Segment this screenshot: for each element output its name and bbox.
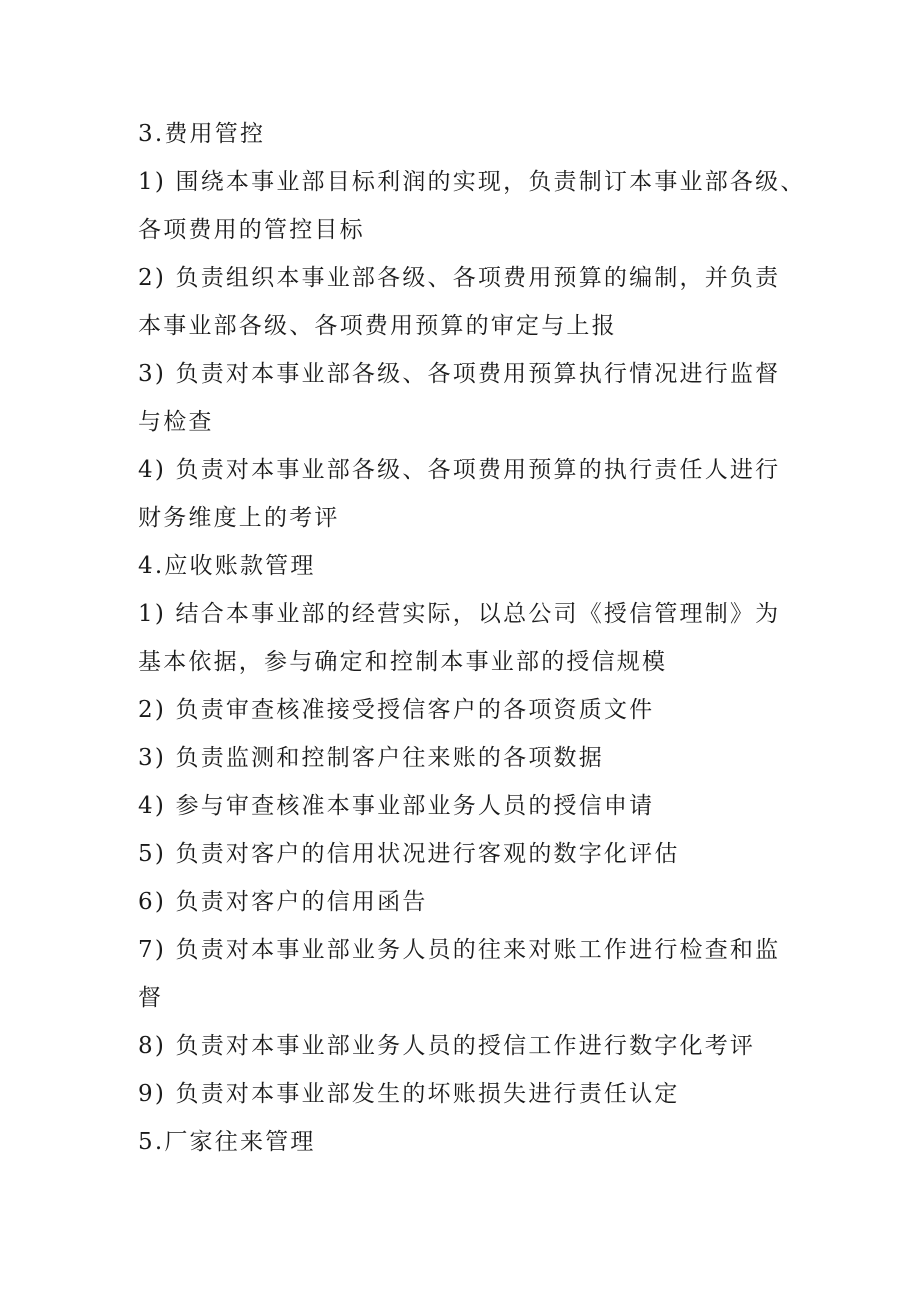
text-line: 4) 负责对本事业部各级、各项费用预算的执行责任人进行 [138, 457, 781, 483]
text-line: 3) 负责对本事业部各级、各项费用预算执行情况进行监督 [138, 361, 781, 387]
text-line: 1) 结合本事业部的经营实际，以总公司《授信管理制》为 [138, 601, 781, 627]
section-heading-expense-control: 3.费用管控 [138, 121, 266, 147]
text-line: 基本依据，参与确定和控制本事业部的授信规模 [138, 649, 668, 675]
text-line: 2) 负责组织本事业部各级、各项费用预算的编制，并负责 [138, 265, 781, 291]
text-line: 财务维度上的考评 [138, 505, 340, 531]
text-line: 1) 围绕本事业部目标利润的实现，负责制订本事业部各级、 [138, 169, 806, 195]
text-line: 2) 负责审查核准接受授信客户的各项资质文件 [138, 697, 655, 723]
text-line: 督 [138, 985, 164, 1011]
text-line: 7) 负责对本事业部业务人员的往来对账工作进行检查和监 [138, 937, 781, 963]
text-line: 6) 负责对客户的信用函告 [138, 889, 428, 915]
section-heading-manufacturer-accounts: 5.厂家往来管理 [138, 1129, 316, 1155]
text-line: 9) 负责对本事业部发生的坏账损失进行责任认定 [138, 1081, 680, 1107]
document-body [138, 110, 818, 1166]
text-line: 3) 负责监测和控制客户往来账的各项数据 [138, 745, 604, 771]
text-line: 本事业部各级、各项费用预算的审定与上报 [138, 313, 617, 339]
text-line: 与检查 [138, 409, 214, 435]
text-line: 8) 负责对本事业部业务人员的授信工作进行数字化考评 [138, 1033, 756, 1059]
section-heading-receivables: 4.应收账款管理 [138, 553, 316, 579]
text-line: 5) 负责对客户的信用状况进行客观的数字化评估 [138, 841, 680, 867]
text-line: 4) 参与审查核准本事业部业务人员的授信申请 [138, 793, 655, 819]
text-line: 各项费用的管控目标 [138, 217, 365, 243]
